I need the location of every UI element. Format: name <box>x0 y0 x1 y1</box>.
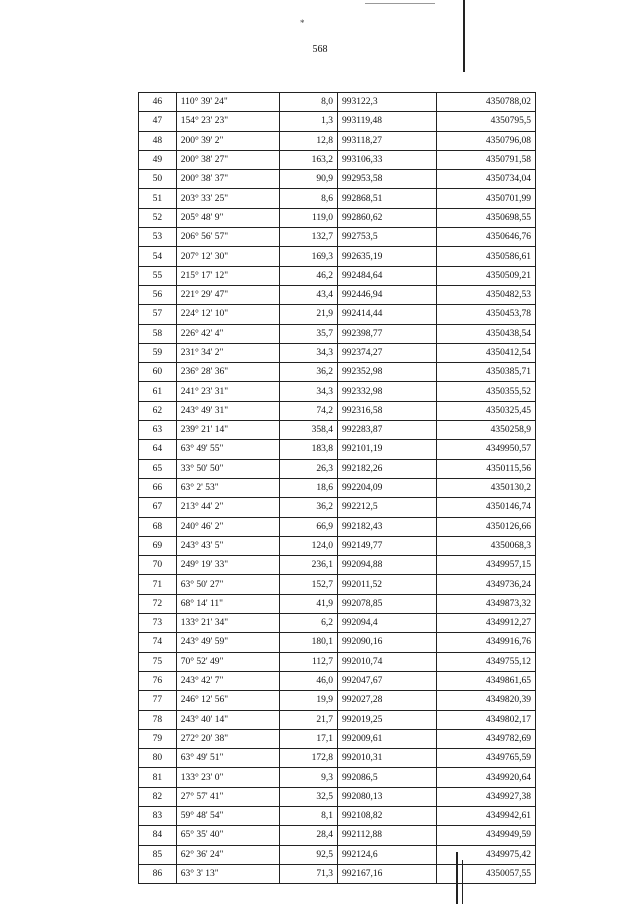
table-row <box>139 671 536 690</box>
table-row <box>139 536 536 555</box>
direction-angle-cell: 154° 23' 23" <box>176 112 279 131</box>
x-coordinate-cell: 992101,19 <box>337 440 436 459</box>
table-row <box>139 459 536 478</box>
point-number-cell: 66 <box>139 478 177 497</box>
table-row <box>139 324 536 343</box>
point-number-cell: 79 <box>139 729 177 748</box>
point-number-cell: 80 <box>139 749 177 768</box>
x-coordinate-cell: 992953,58 <box>337 170 436 189</box>
point-number-cell: 69 <box>139 536 177 555</box>
y-coordinate-cell: 4350115,56 <box>436 459 535 478</box>
direction-angle-cell: 133° 21' 34" <box>176 614 279 633</box>
table-row <box>139 421 536 440</box>
direction-angle-cell: 272° 20' 38" <box>176 729 279 748</box>
distance-cell: 36,2 <box>279 363 337 382</box>
table-row <box>139 189 536 208</box>
direction-angle-cell: 63° 50' 27" <box>176 575 279 594</box>
direction-angle-cell: 224° 12' 10" <box>176 305 279 324</box>
direction-angle-cell: 243° 49' 31" <box>176 401 279 420</box>
distance-cell: 172,8 <box>279 749 337 768</box>
direction-angle-cell: 243° 49' 59" <box>176 633 279 652</box>
y-coordinate-cell: 4350795,5 <box>436 112 535 131</box>
table-row <box>139 266 536 285</box>
table-row <box>139 112 536 131</box>
y-coordinate-cell: 4350412,54 <box>436 343 535 362</box>
point-number-cell: 60 <box>139 363 177 382</box>
distance-cell: 8,0 <box>279 93 337 112</box>
table-row <box>139 787 536 806</box>
y-coordinate-cell: 4350258,9 <box>436 421 535 440</box>
x-coordinate-cell: 992094,4 <box>337 614 436 633</box>
x-coordinate-cell: 992182,43 <box>337 517 436 536</box>
direction-angle-cell: 240° 46' 2" <box>176 517 279 536</box>
direction-angle-cell: 241° 23' 31" <box>176 382 279 401</box>
distance-cell: 119,0 <box>279 208 337 227</box>
x-coordinate-cell: 992010,31 <box>337 749 436 768</box>
direction-angle-cell: 63° 3' 13" <box>176 864 279 883</box>
x-coordinate-cell: 992011,52 <box>337 575 436 594</box>
distance-cell: 132,7 <box>279 228 337 247</box>
point-number-cell: 81 <box>139 768 177 787</box>
y-coordinate-cell: 4350325,45 <box>436 401 535 420</box>
coordinates-table-body <box>139 93 536 884</box>
table-row <box>139 517 536 536</box>
x-coordinate-cell: 992414,44 <box>337 305 436 324</box>
x-coordinate-cell: 992182,26 <box>337 459 436 478</box>
point-number-cell: 72 <box>139 594 177 613</box>
point-number-cell: 53 <box>139 228 177 247</box>
distance-cell: 124,0 <box>279 536 337 555</box>
direction-angle-cell: 205° 48' 9" <box>176 208 279 227</box>
x-coordinate-cell: 992149,77 <box>337 536 436 555</box>
table-row <box>139 614 536 633</box>
x-coordinate-cell: 992212,5 <box>337 498 436 517</box>
x-coordinate-cell: 992332,98 <box>337 382 436 401</box>
y-coordinate-cell: 4349920,64 <box>436 768 535 787</box>
distance-cell: 36,2 <box>279 498 337 517</box>
distance-cell: 35,7 <box>279 324 337 343</box>
distance-cell: 12,8 <box>279 131 337 150</box>
x-coordinate-cell: 992019,25 <box>337 710 436 729</box>
point-number-cell: 82 <box>139 787 177 806</box>
x-coordinate-cell: 992398,77 <box>337 324 436 343</box>
table-row <box>139 498 536 517</box>
y-coordinate-cell: 4349950,57 <box>436 440 535 459</box>
table-row <box>139 806 536 825</box>
point-number-cell: 59 <box>139 343 177 362</box>
distance-cell: 34,3 <box>279 343 337 362</box>
direction-angle-cell: 206° 56' 57" <box>176 228 279 247</box>
point-number-cell: 64 <box>139 440 177 459</box>
x-coordinate-cell: 993119,48 <box>337 112 436 131</box>
distance-cell: 41,9 <box>279 594 337 613</box>
y-coordinate-cell: 4350698,55 <box>436 208 535 227</box>
y-coordinate-cell: 4349942,61 <box>436 806 535 825</box>
direction-angle-cell: 243° 43' 5" <box>176 536 279 555</box>
direction-angle-cell: 62° 36' 24" <box>176 845 279 864</box>
point-number-cell: 85 <box>139 845 177 864</box>
x-coordinate-cell: 992080,13 <box>337 787 436 806</box>
y-coordinate-cell: 4350126,66 <box>436 517 535 536</box>
distance-cell: 6,2 <box>279 614 337 633</box>
direction-angle-cell: 27° 57' 41" <box>176 787 279 806</box>
table-row <box>139 131 536 150</box>
table-row <box>139 478 536 497</box>
table-row <box>139 343 536 362</box>
point-number-cell: 70 <box>139 556 177 575</box>
y-coordinate-cell: 4350385,71 <box>436 363 535 382</box>
x-coordinate-cell: 992047,67 <box>337 671 436 690</box>
distance-cell: 180,1 <box>279 633 337 652</box>
distance-cell: 21,9 <box>279 305 337 324</box>
distance-cell: 8,1 <box>279 806 337 825</box>
direction-angle-cell: 65° 35' 40" <box>176 826 279 845</box>
x-coordinate-cell: 992027,28 <box>337 691 436 710</box>
point-number-cell: 55 <box>139 266 177 285</box>
point-number-cell: 54 <box>139 247 177 266</box>
distance-cell: 34,3 <box>279 382 337 401</box>
y-coordinate-cell: 4350646,76 <box>436 228 535 247</box>
point-number-cell: 73 <box>139 614 177 633</box>
point-number-cell: 50 <box>139 170 177 189</box>
y-coordinate-cell: 4349736,24 <box>436 575 535 594</box>
distance-cell: 90,9 <box>279 170 337 189</box>
x-coordinate-cell: 993118,27 <box>337 131 436 150</box>
x-coordinate-cell: 992010,74 <box>337 652 436 671</box>
table-row <box>139 208 536 227</box>
point-number-cell: 47 <box>139 112 177 131</box>
direction-angle-cell: 200° 38' 27" <box>176 150 279 169</box>
y-coordinate-cell: 4350130,2 <box>436 478 535 497</box>
table-row <box>139 826 536 845</box>
distance-cell: 236,1 <box>279 556 337 575</box>
distance-cell: 152,7 <box>279 575 337 594</box>
x-coordinate-cell: 993122,3 <box>337 93 436 112</box>
y-coordinate-cell: 4350355,52 <box>436 382 535 401</box>
y-coordinate-cell: 4350146,74 <box>436 498 535 517</box>
point-number-cell: 68 <box>139 517 177 536</box>
distance-cell: 18,6 <box>279 478 337 497</box>
direction-angle-cell: 200° 38' 37" <box>176 170 279 189</box>
direction-angle-cell: 243° 42' 7" <box>176 671 279 690</box>
table-row <box>139 652 536 671</box>
point-number-cell: 63 <box>139 421 177 440</box>
direction-angle-cell: 70° 52' 49" <box>176 652 279 671</box>
y-coordinate-cell: 4350438,54 <box>436 324 535 343</box>
direction-angle-cell: 33° 50' 50" <box>176 459 279 478</box>
distance-cell: 32,5 <box>279 787 337 806</box>
x-coordinate-cell: 992868,51 <box>337 189 436 208</box>
table-row <box>139 93 536 112</box>
x-coordinate-cell: 992753,5 <box>337 228 436 247</box>
x-coordinate-cell: 992283,87 <box>337 421 436 440</box>
point-number-cell: 46 <box>139 93 177 112</box>
direction-angle-cell: 246° 12' 56" <box>176 691 279 710</box>
distance-cell: 8,6 <box>279 189 337 208</box>
y-coordinate-cell: 4350057,55 <box>436 864 535 883</box>
distance-cell: 17,1 <box>279 729 337 748</box>
distance-cell: 66,9 <box>279 517 337 536</box>
table-row <box>139 170 536 189</box>
y-coordinate-cell: 4350509,21 <box>436 266 535 285</box>
x-coordinate-cell: 992316,58 <box>337 401 436 420</box>
distance-cell: 112,7 <box>279 652 337 671</box>
point-number-cell: 76 <box>139 671 177 690</box>
table-row <box>139 228 536 247</box>
y-coordinate-cell: 4349927,38 <box>436 787 535 806</box>
direction-angle-cell: 207° 12' 30" <box>176 247 279 266</box>
direction-angle-cell: 63° 2' 53" <box>176 478 279 497</box>
point-number-cell: 86 <box>139 864 177 883</box>
point-number-cell: 67 <box>139 498 177 517</box>
distance-cell: 28,4 <box>279 826 337 845</box>
y-coordinate-cell: 4349765,59 <box>436 749 535 768</box>
point-number-cell: 77 <box>139 691 177 710</box>
coordinates-table <box>138 92 536 884</box>
direction-angle-cell: 221° 29' 47" <box>176 285 279 304</box>
direction-angle-cell: 63° 49' 55" <box>176 440 279 459</box>
y-coordinate-cell: 4350701,99 <box>436 189 535 208</box>
x-coordinate-cell: 992446,94 <box>337 285 436 304</box>
table-row <box>139 768 536 787</box>
y-coordinate-cell: 4349755,12 <box>436 652 535 671</box>
y-coordinate-cell: 4349912,27 <box>436 614 535 633</box>
y-coordinate-cell: 4350796,08 <box>436 131 535 150</box>
distance-cell: 46,0 <box>279 671 337 690</box>
direction-angle-cell: 133° 23' 0" <box>176 768 279 787</box>
table-row <box>139 363 536 382</box>
table-row <box>139 594 536 613</box>
point-number-cell: 62 <box>139 401 177 420</box>
distance-cell: 19,9 <box>279 691 337 710</box>
table-row <box>139 633 536 652</box>
y-coordinate-cell: 4349861,65 <box>436 671 535 690</box>
point-number-cell: 65 <box>139 459 177 478</box>
scan-artifact-top <box>463 0 465 72</box>
table-row <box>139 440 536 459</box>
x-coordinate-cell: 992078,85 <box>337 594 436 613</box>
y-coordinate-cell: 4350068,3 <box>436 536 535 555</box>
distance-cell: 43,4 <box>279 285 337 304</box>
x-coordinate-cell: 992635,19 <box>337 247 436 266</box>
direction-angle-cell: 68° 14' 11" <box>176 594 279 613</box>
distance-cell: 26,3 <box>279 459 337 478</box>
table-row <box>139 729 536 748</box>
direction-angle-cell: 239° 21' 14" <box>176 421 279 440</box>
direction-angle-cell: 110° 39' 24" <box>176 93 279 112</box>
x-coordinate-cell: 992124,6 <box>337 845 436 864</box>
table-row <box>139 247 536 266</box>
table-row <box>139 401 536 420</box>
direction-angle-cell: 213° 44' 2" <box>176 498 279 517</box>
point-number-cell: 84 <box>139 826 177 845</box>
y-coordinate-cell: 4349782,69 <box>436 729 535 748</box>
distance-cell: 358,4 <box>279 421 337 440</box>
direction-angle-cell: 236° 28' 36" <box>176 363 279 382</box>
y-coordinate-cell: 4349873,32 <box>436 594 535 613</box>
direction-angle-cell: 249° 19' 33" <box>176 556 279 575</box>
point-number-cell: 61 <box>139 382 177 401</box>
x-coordinate-cell: 992352,98 <box>337 363 436 382</box>
point-number-cell: 48 <box>139 131 177 150</box>
table-row <box>139 382 536 401</box>
table-row <box>139 556 536 575</box>
y-coordinate-cell: 4349820,39 <box>436 691 535 710</box>
table-row <box>139 691 536 710</box>
table-row <box>139 845 536 864</box>
direction-angle-cell: 200° 39' 2" <box>176 131 279 150</box>
point-number-cell: 83 <box>139 806 177 825</box>
y-coordinate-cell: 4350788,02 <box>436 93 535 112</box>
distance-cell: 92,5 <box>279 845 337 864</box>
x-coordinate-cell: 992108,82 <box>337 806 436 825</box>
direction-angle-cell: 63° 49' 51" <box>176 749 279 768</box>
page-mark: * <box>300 18 305 28</box>
point-number-cell: 74 <box>139 633 177 652</box>
distance-cell: 9,3 <box>279 768 337 787</box>
y-coordinate-cell: 4349949,59 <box>436 826 535 845</box>
x-coordinate-cell: 992086,5 <box>337 768 436 787</box>
table-row <box>139 710 536 729</box>
y-coordinate-cell: 4349957,15 <box>436 556 535 575</box>
x-coordinate-cell: 992167,16 <box>337 864 436 883</box>
table-row <box>139 150 536 169</box>
direction-angle-cell: 59° 48' 54" <box>176 806 279 825</box>
point-number-cell: 78 <box>139 710 177 729</box>
x-coordinate-cell: 992009,61 <box>337 729 436 748</box>
table-row <box>139 305 536 324</box>
direction-angle-cell: 226° 42' 4" <box>176 324 279 343</box>
direction-angle-cell: 231° 34' 2" <box>176 343 279 362</box>
direction-angle-cell: 215° 17' 12" <box>176 266 279 285</box>
distance-cell: 183,8 <box>279 440 337 459</box>
y-coordinate-cell: 4350482,53 <box>436 285 535 304</box>
distance-cell: 71,3 <box>279 864 337 883</box>
distance-cell: 46,2 <box>279 266 337 285</box>
distance-cell: 74,2 <box>279 401 337 420</box>
y-coordinate-cell: 4349916,76 <box>436 633 535 652</box>
x-coordinate-cell: 992090,16 <box>337 633 436 652</box>
point-number-cell: 56 <box>139 285 177 304</box>
distance-cell: 1,3 <box>279 112 337 131</box>
x-coordinate-cell: 993106,33 <box>337 150 436 169</box>
page-number: 568 <box>312 44 328 55</box>
table-row <box>139 285 536 304</box>
table-row <box>139 749 536 768</box>
direction-angle-cell: 203° 33' 25" <box>176 189 279 208</box>
table-row <box>139 575 536 594</box>
distance-cell: 169,3 <box>279 247 337 266</box>
x-coordinate-cell: 992204,09 <box>337 478 436 497</box>
direction-angle-cell: 243° 40' 14" <box>176 710 279 729</box>
point-number-cell: 49 <box>139 150 177 169</box>
y-coordinate-cell: 4350791,58 <box>436 150 535 169</box>
table-row <box>139 864 536 883</box>
scan-smudge-top <box>365 3 435 4</box>
point-number-cell: 51 <box>139 189 177 208</box>
x-coordinate-cell: 992860,62 <box>337 208 436 227</box>
distance-cell: 21,7 <box>279 710 337 729</box>
y-coordinate-cell: 4349802,17 <box>436 710 535 729</box>
x-coordinate-cell: 992094,88 <box>337 556 436 575</box>
y-coordinate-cell: 4350453,78 <box>436 305 535 324</box>
point-number-cell: 52 <box>139 208 177 227</box>
y-coordinate-cell: 4350586,61 <box>436 247 535 266</box>
point-number-cell: 71 <box>139 575 177 594</box>
point-number-cell: 57 <box>139 305 177 324</box>
x-coordinate-cell: 992374,27 <box>337 343 436 362</box>
point-number-cell: 75 <box>139 652 177 671</box>
y-coordinate-cell: 4350734,04 <box>436 170 535 189</box>
distance-cell: 163,2 <box>279 150 337 169</box>
y-coordinate-cell: 4349975,42 <box>436 845 535 864</box>
x-coordinate-cell: 992112,88 <box>337 826 436 845</box>
x-coordinate-cell: 992484,64 <box>337 266 436 285</box>
point-number-cell: 58 <box>139 324 177 343</box>
